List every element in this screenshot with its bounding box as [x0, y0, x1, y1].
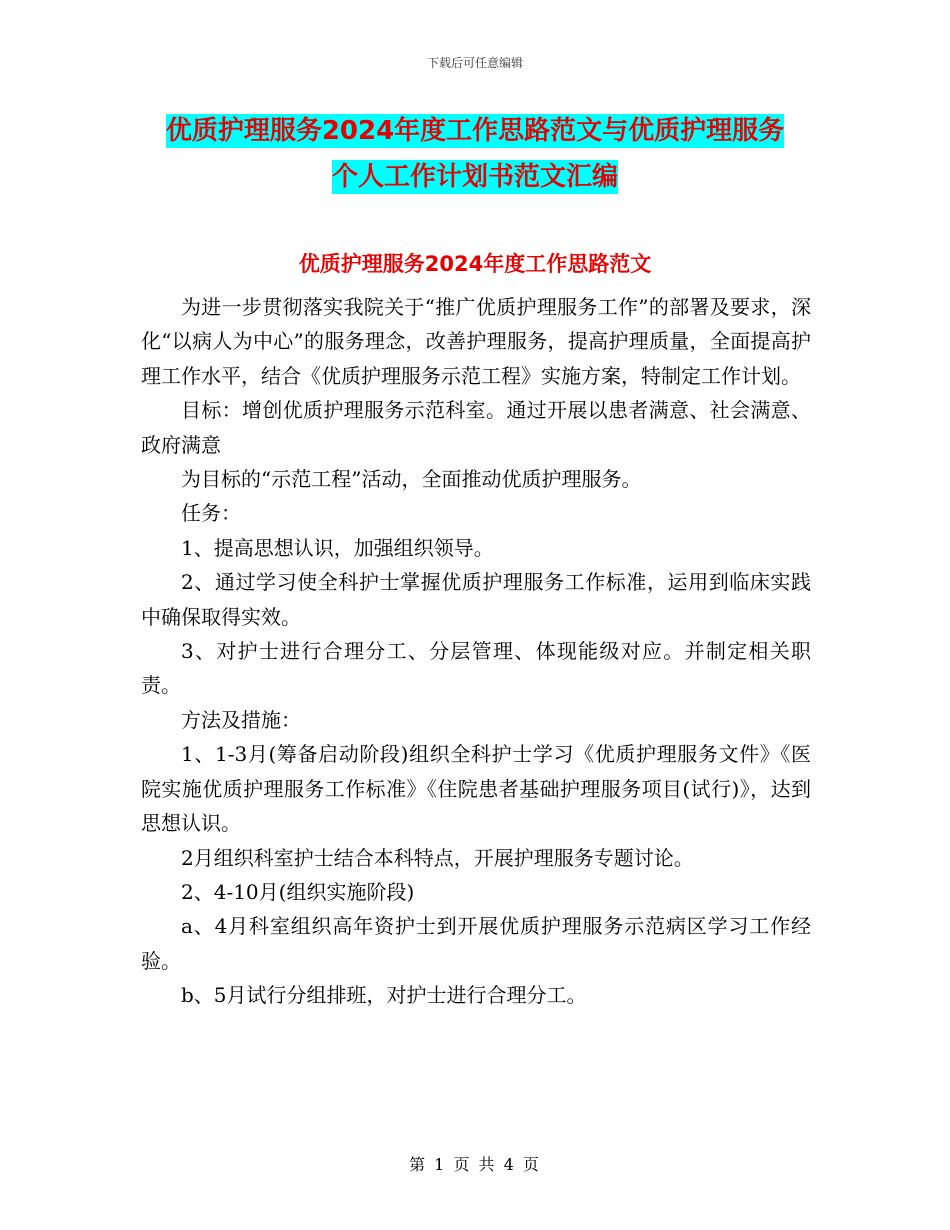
paragraph: a、4月科室组织高年资护士到开展优质护理服务示范病区学习工作经验。	[141, 914, 811, 973]
page-footer: 第 1 页 共 4 页	[409, 1155, 541, 1174]
paragraph: 2、4-10月(组织实施阶段)	[181, 879, 415, 904]
paragraph: 方法及措施：	[181, 707, 301, 732]
paragraph: 1、提高思想认识，加强组织领导。	[181, 535, 494, 560]
paragraph: 任务：	[181, 501, 241, 526]
paragraph: 目标：增创优质护理服务示范科室。通过开展以患者满意、社会满意、政府满意	[141, 398, 811, 457]
body-text	[141, 290, 811, 1013]
main-title-line-2: 个人工作计划书范文汇编	[331, 162, 618, 192]
main-title-line-1: 优质护理服务2024年度工作思路范文与优质护理服务	[165, 116, 785, 146]
paragraph: 2月组织科室护士结合本科特点，开展护理服务专题讨论。	[181, 845, 694, 870]
header-note: 下载后可任意编辑	[426, 56, 523, 70]
paragraph: 为进一步贯彻落实我院关于“推广优质护理服务工作”的部署及要求，深化“以病人为中心”的服务理念，改善护理服务，提高护理质量，全面提高护理工作水平，结合《优质护理服务示范工程》实施方案，特制定工作计划。	[141, 295, 811, 388]
section-title: 优质护理服务2024年度工作思路范文	[298, 252, 652, 276]
paragraph: 2、通过学习使全科护士掌握优质护理服务工作标准，运用到临床实践中确保取得实效。	[141, 570, 811, 629]
paragraph: 为目标的“示范工程”活动，全面推动优质护理服务。	[181, 467, 642, 492]
paragraph: 3、对护士进行合理分工、分层管理、体现能级对应。并制定相关职责。	[141, 639, 811, 698]
paragraph: b、5月试行分组排班，对护士进行合理分工。	[181, 983, 587, 1008]
main-title	[140, 108, 810, 200]
paragraph: 1、1-3月(筹备启动阶段)组织全科护士学习《优质护理服务文件》《医院实施优质护理服务工作标准》《住院患者基础护理服务项目(试行)》，达到思想认识。	[141, 742, 811, 836]
